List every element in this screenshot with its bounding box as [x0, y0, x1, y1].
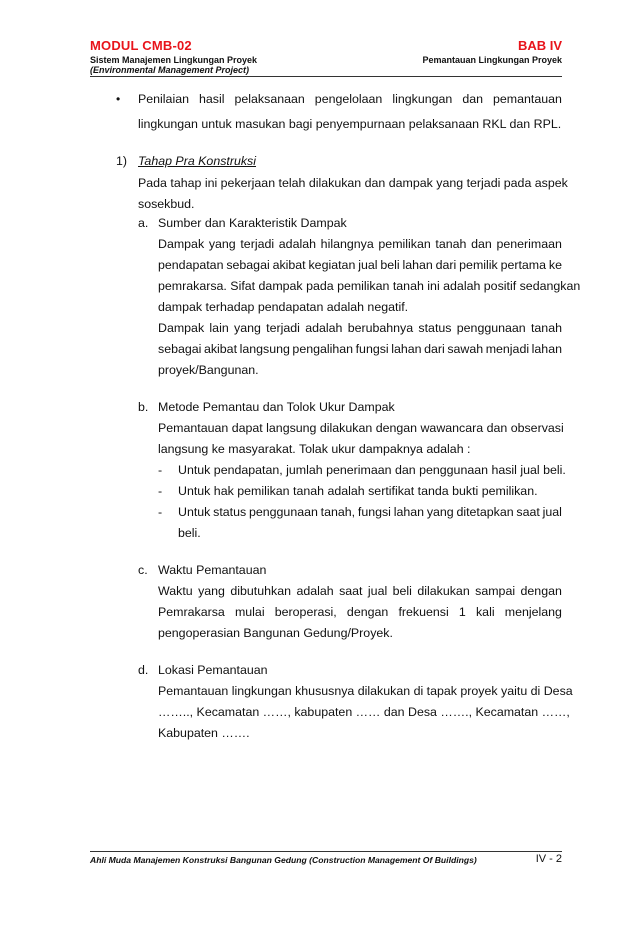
word: tanah — [435, 237, 467, 251]
item-a-line-7: proyek/Bangunan. — [158, 363, 259, 377]
word: jual — [367, 584, 388, 598]
item-c-line-3: pengoperasian Bangunan Gedung/Proyek. — [158, 626, 393, 640]
dash-marker: - — [158, 463, 163, 477]
word: terjadi — [266, 321, 300, 335]
section-header: Pemantauan Lingkungan Proyek — [422, 55, 562, 65]
item-d-title: Lokasi Pemantauan — [158, 663, 268, 677]
item-d-line-2: …….., Kecamatan ……, kabupaten …… dan Desa ……., Kecamatan ……, — [158, 705, 570, 719]
word: status — [213, 505, 247, 519]
word: fungsi — [357, 505, 391, 519]
word: beli — [392, 584, 412, 598]
word: kegiatan — [308, 258, 356, 272]
bullet-line-2: lingkungan untuk masukan bagi penyempurnaan pelaksanaan RKL dan RPL. — [138, 117, 562, 131]
word: mulai — [234, 605, 265, 619]
word: status — [418, 321, 452, 335]
section-intro-line-2: sosekbud. — [138, 197, 195, 211]
item-b-label: b. — [138, 400, 149, 414]
word: tanah — [530, 321, 562, 335]
word: lahan — [531, 342, 562, 356]
word: Penilaian — [138, 92, 189, 106]
word: Dampak — [158, 321, 205, 335]
word: berubahnya — [347, 321, 414, 335]
item-b-title: Metode Pemantau dan Tolok Ukur Dampak — [158, 400, 395, 414]
module-subtitle-english: (Environmental Management Project) — [90, 65, 250, 75]
item-b-dash-1: Untuk pendapatan, jumlah penerimaan dan penggunaan hasil jual beli. — [178, 463, 566, 477]
item-b-dash-3-cont: beli. — [178, 526, 201, 540]
word: adalah — [278, 237, 316, 251]
word: frekuensi — [398, 605, 449, 619]
word: lahan — [402, 258, 433, 272]
item-d-line-1: Pemantauan lingkungan khususnya dilakukan di tapak proyek yaitu di Desa — [158, 684, 573, 698]
word: hilangnya — [320, 237, 374, 251]
word: yang — [208, 237, 236, 251]
word: pengelolaan — [314, 92, 383, 106]
word: yang — [426, 505, 454, 519]
word: pertama — [500, 258, 547, 272]
word: dengan — [520, 584, 562, 598]
item-a-line-5 — [158, 321, 562, 335]
item-a-title: Sumber dan Karakteristik Dampak — [158, 216, 347, 230]
word: lahan — [391, 342, 422, 356]
word: yang — [198, 584, 225, 598]
word: dibutuhkan — [230, 584, 292, 598]
word: Untuk — [178, 505, 211, 519]
word: jual — [542, 505, 562, 519]
bullet-icon: • — [116, 92, 121, 106]
section-number: 1) — [116, 154, 128, 168]
word: langsung — [239, 342, 290, 356]
word: dan — [471, 237, 492, 251]
item-a-label: a. — [138, 216, 149, 230]
bullet-line-1 — [138, 92, 562, 106]
word: saat — [516, 505, 540, 519]
word: dilakukan — [417, 584, 470, 598]
word: sampai — [475, 584, 516, 598]
word: dari — [435, 258, 457, 272]
word: beli — [380, 258, 400, 272]
word: menjelang — [504, 605, 562, 619]
word: penggunaan — [456, 321, 526, 335]
item-a-line-4: dampak terhadap pendapatan adalah negatif. — [158, 300, 409, 314]
word: kali — [475, 605, 495, 619]
footer-text: Ahli Muda Manajemen Konstruksi Bangunan Gedung (Construction Management Of Buildings) — [90, 855, 477, 865]
word: pemilikan — [378, 237, 431, 251]
chapter-label: BAB IV — [517, 38, 562, 53]
dash-marker: - — [158, 505, 163, 519]
word: pengalihan — [292, 342, 354, 356]
word: saat — [339, 584, 363, 598]
item-c-title: Waktu Pemantauan — [158, 563, 267, 577]
dash-marker: - — [158, 484, 163, 498]
word: adalah — [305, 321, 343, 335]
word: pendapatan — [158, 258, 224, 272]
word: beroperasi, — [274, 605, 337, 619]
word: pelaksanaan — [234, 92, 305, 106]
section-intro-line-1: Pada tahap ini pekerjaan telah dilakukan dan dampak yang terjadi pada aspek — [138, 176, 568, 190]
word: Dampak — [158, 237, 205, 251]
word: akibat — [203, 342, 238, 356]
item-a-line-1 — [158, 237, 562, 251]
word: lahan — [393, 505, 425, 519]
word: sebagai — [226, 258, 270, 272]
word: terjadi — [240, 237, 275, 251]
module-subtitle: Sistem Manajemen Lingkungan Proyek — [90, 55, 258, 65]
word: jual — [358, 258, 378, 272]
word: yang — [234, 321, 261, 335]
word: sebagai — [158, 342, 202, 356]
page-number: IV - 2 — [535, 853, 562, 865]
word: sawah — [447, 342, 484, 356]
footer-divider — [90, 851, 562, 852]
item-b-line-1: Pemantauan dapat langsung dilakukan dengan wawancara dan observasi — [158, 421, 564, 435]
word: dan — [462, 92, 483, 106]
word: pemilik — [459, 258, 498, 272]
word: dari — [424, 342, 445, 356]
item-a-line-2 — [158, 258, 562, 272]
word: fungsi — [355, 342, 389, 356]
word: akibat — [272, 258, 306, 272]
word: Waktu — [158, 584, 193, 598]
item-c-label: c. — [138, 563, 148, 577]
item-d-label: d. — [138, 663, 149, 677]
word: ditetapkan — [456, 505, 514, 519]
module-title: MODUL CMB-02 — [90, 38, 192, 53]
item-c-line-1 — [158, 584, 562, 598]
item-b-dash-3 — [178, 505, 562, 519]
word: menjadi — [485, 342, 530, 356]
item-b-line-2: langsung ke masyarakat. Tolak ukur dampaknya adalah : — [158, 442, 471, 456]
word: pemantauan — [493, 92, 562, 106]
word: ke — [548, 258, 562, 272]
item-a-line-3: pemrakarsa. Sifat dampak pada pemilikan tanah ini adalah positif sedangkan — [158, 279, 581, 293]
word: adalah — [296, 584, 334, 598]
word: lingkungan — [392, 92, 453, 106]
word: 1 — [458, 605, 466, 619]
header-divider — [90, 76, 562, 77]
word: dengan — [346, 605, 389, 619]
section-title: Tahap Pra Konstruksi — [138, 154, 257, 168]
word: Pemrakarsa — [158, 605, 225, 619]
word: hasil — [199, 92, 225, 106]
item-c-line-2 — [158, 605, 562, 619]
item-a-line-6 — [158, 342, 562, 356]
item-d-line-3: Kabupaten ……. — [158, 726, 250, 740]
word: penerimaan — [496, 237, 562, 251]
item-b-dash-2: Untuk hak pemilikan tanah adalah sertifikat tanda bukti pemilikan. — [178, 484, 538, 498]
word: lain — [209, 321, 229, 335]
word: tanah, — [320, 505, 356, 519]
word: penggunaan — [248, 505, 318, 519]
